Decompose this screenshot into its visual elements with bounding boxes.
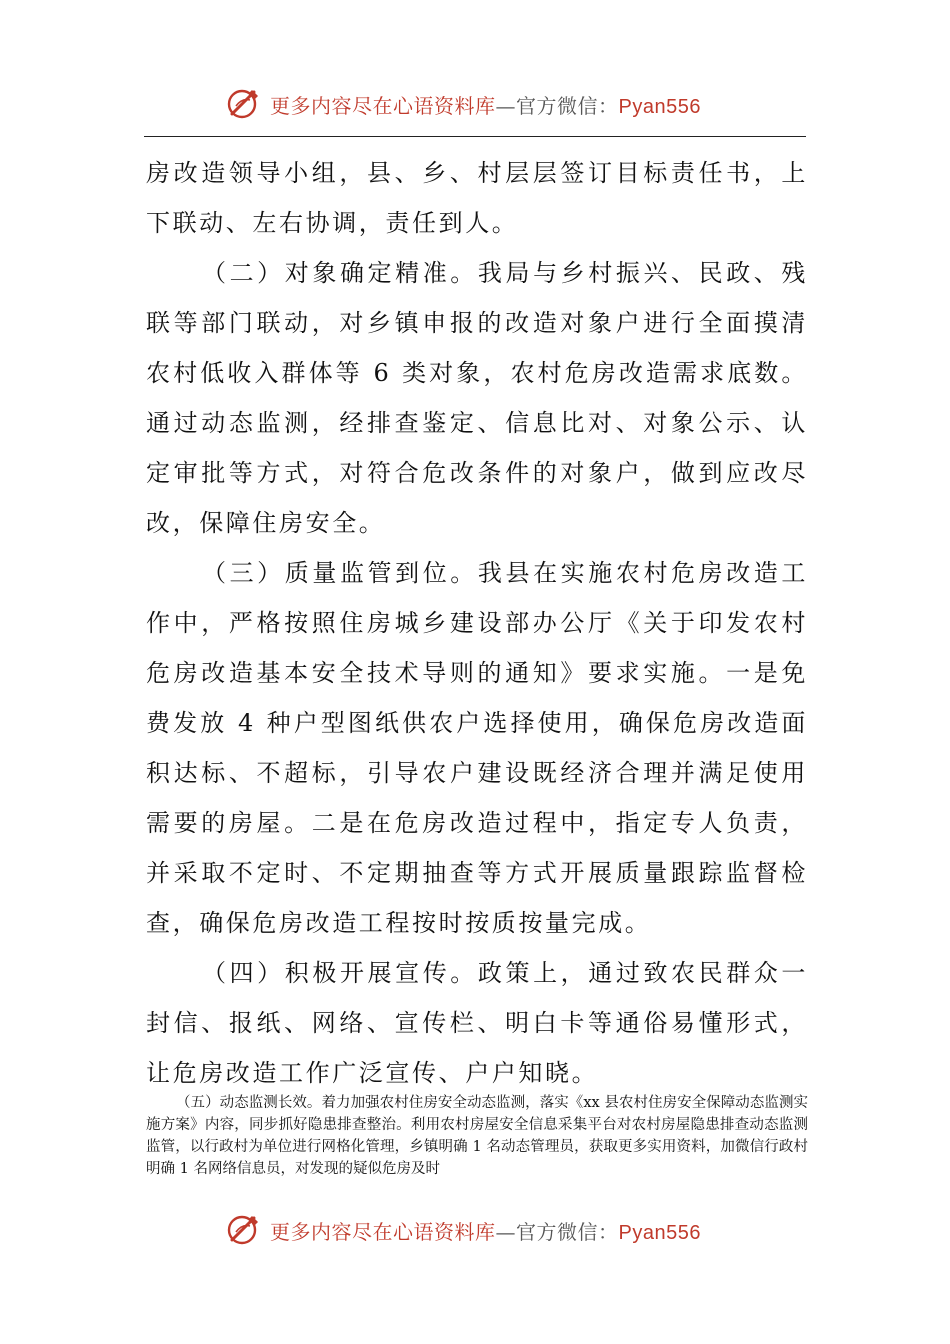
body-content [146, 148, 808, 1098]
paragraph-3: （三）质量监管到位。我县在实施农村危房改造工作中，严格按照住房城乡建设部办公厅《关于印发农村危房改造基本安全技术导则的通知》要求实施。一是免费发放 4 种户型图纸供农户选择使用，确保危房改造面积达标、不超标，引导农户建设既经济合理并满足使用需要的房屋。二是在危房改造过程中，指定专人负责，并采取不定时、不定期抽查等方式开展质量跟踪监督检查，确保危房改造工程按时按质按量完成。 [146, 559, 808, 937]
paragraph-1: 房改造领导小组，县、乡、村层层签订目标责任书，上下联动、左右协调，责任到人。 [146, 159, 808, 237]
small-paragraph [146, 1092, 808, 1180]
header-banner [224, 84, 744, 124]
banner-main: 更多内容尽在心语资料库 [270, 93, 496, 118]
banner-dash: — [495, 93, 516, 118]
banner-wechat-id: Pyan556 [618, 1221, 701, 1244]
pen-logo-icon [224, 84, 264, 124]
pen-logo-icon [224, 1210, 264, 1250]
banner-text [270, 1216, 701, 1245]
banner-text [270, 90, 701, 119]
banner-wechat-label: 官方微信： [516, 93, 619, 118]
banner-wechat-label: 官方微信： [516, 1219, 619, 1244]
header-divider [144, 136, 806, 137]
banner-wechat-id: Pyan556 [618, 95, 701, 118]
banner-main: 更多内容尽在心语资料库 [270, 1219, 496, 1244]
footer-banner [224, 1210, 744, 1250]
banner-dash: — [495, 1219, 516, 1244]
paragraph-4: （四）积极开展宣传。政策上，通过致农民群众一封信、报纸、网络、宣传栏、明白卡等通俗易懂形式，让危房改造工作广泛宣传、户户知晓。 [146, 959, 808, 1087]
paragraph-5: （五）动态监测长效。着力加强农村住房安全动态监测，落实《xx 县农村住房安全保障动态监测实施方案》内容，同步抓好隐患排查整治。利用农村房屋安全信息采集平台对农村房屋隐患排查动态监测监管，以行政村为单位进行网格化管理，乡镇明确 1 名动态管理员，获取更多实用资料，加微信行政村明确 1 名网络信息员，对发现的疑似危房及时 [146, 1095, 808, 1177]
paragraph-2: （二）对象确定精准。我局与乡村振兴、民政、残联等部门联动，对乡镇申报的改造对象户进行全面摸清农村低收入群体等 6 类对象，农村危房改造需求底数。通过动态监测，经排查鉴定、信息比对、对象公示、认定审批等方式，对符合危改条件的对象户，做到应改尽改，保障住房安全。 [146, 259, 808, 537]
